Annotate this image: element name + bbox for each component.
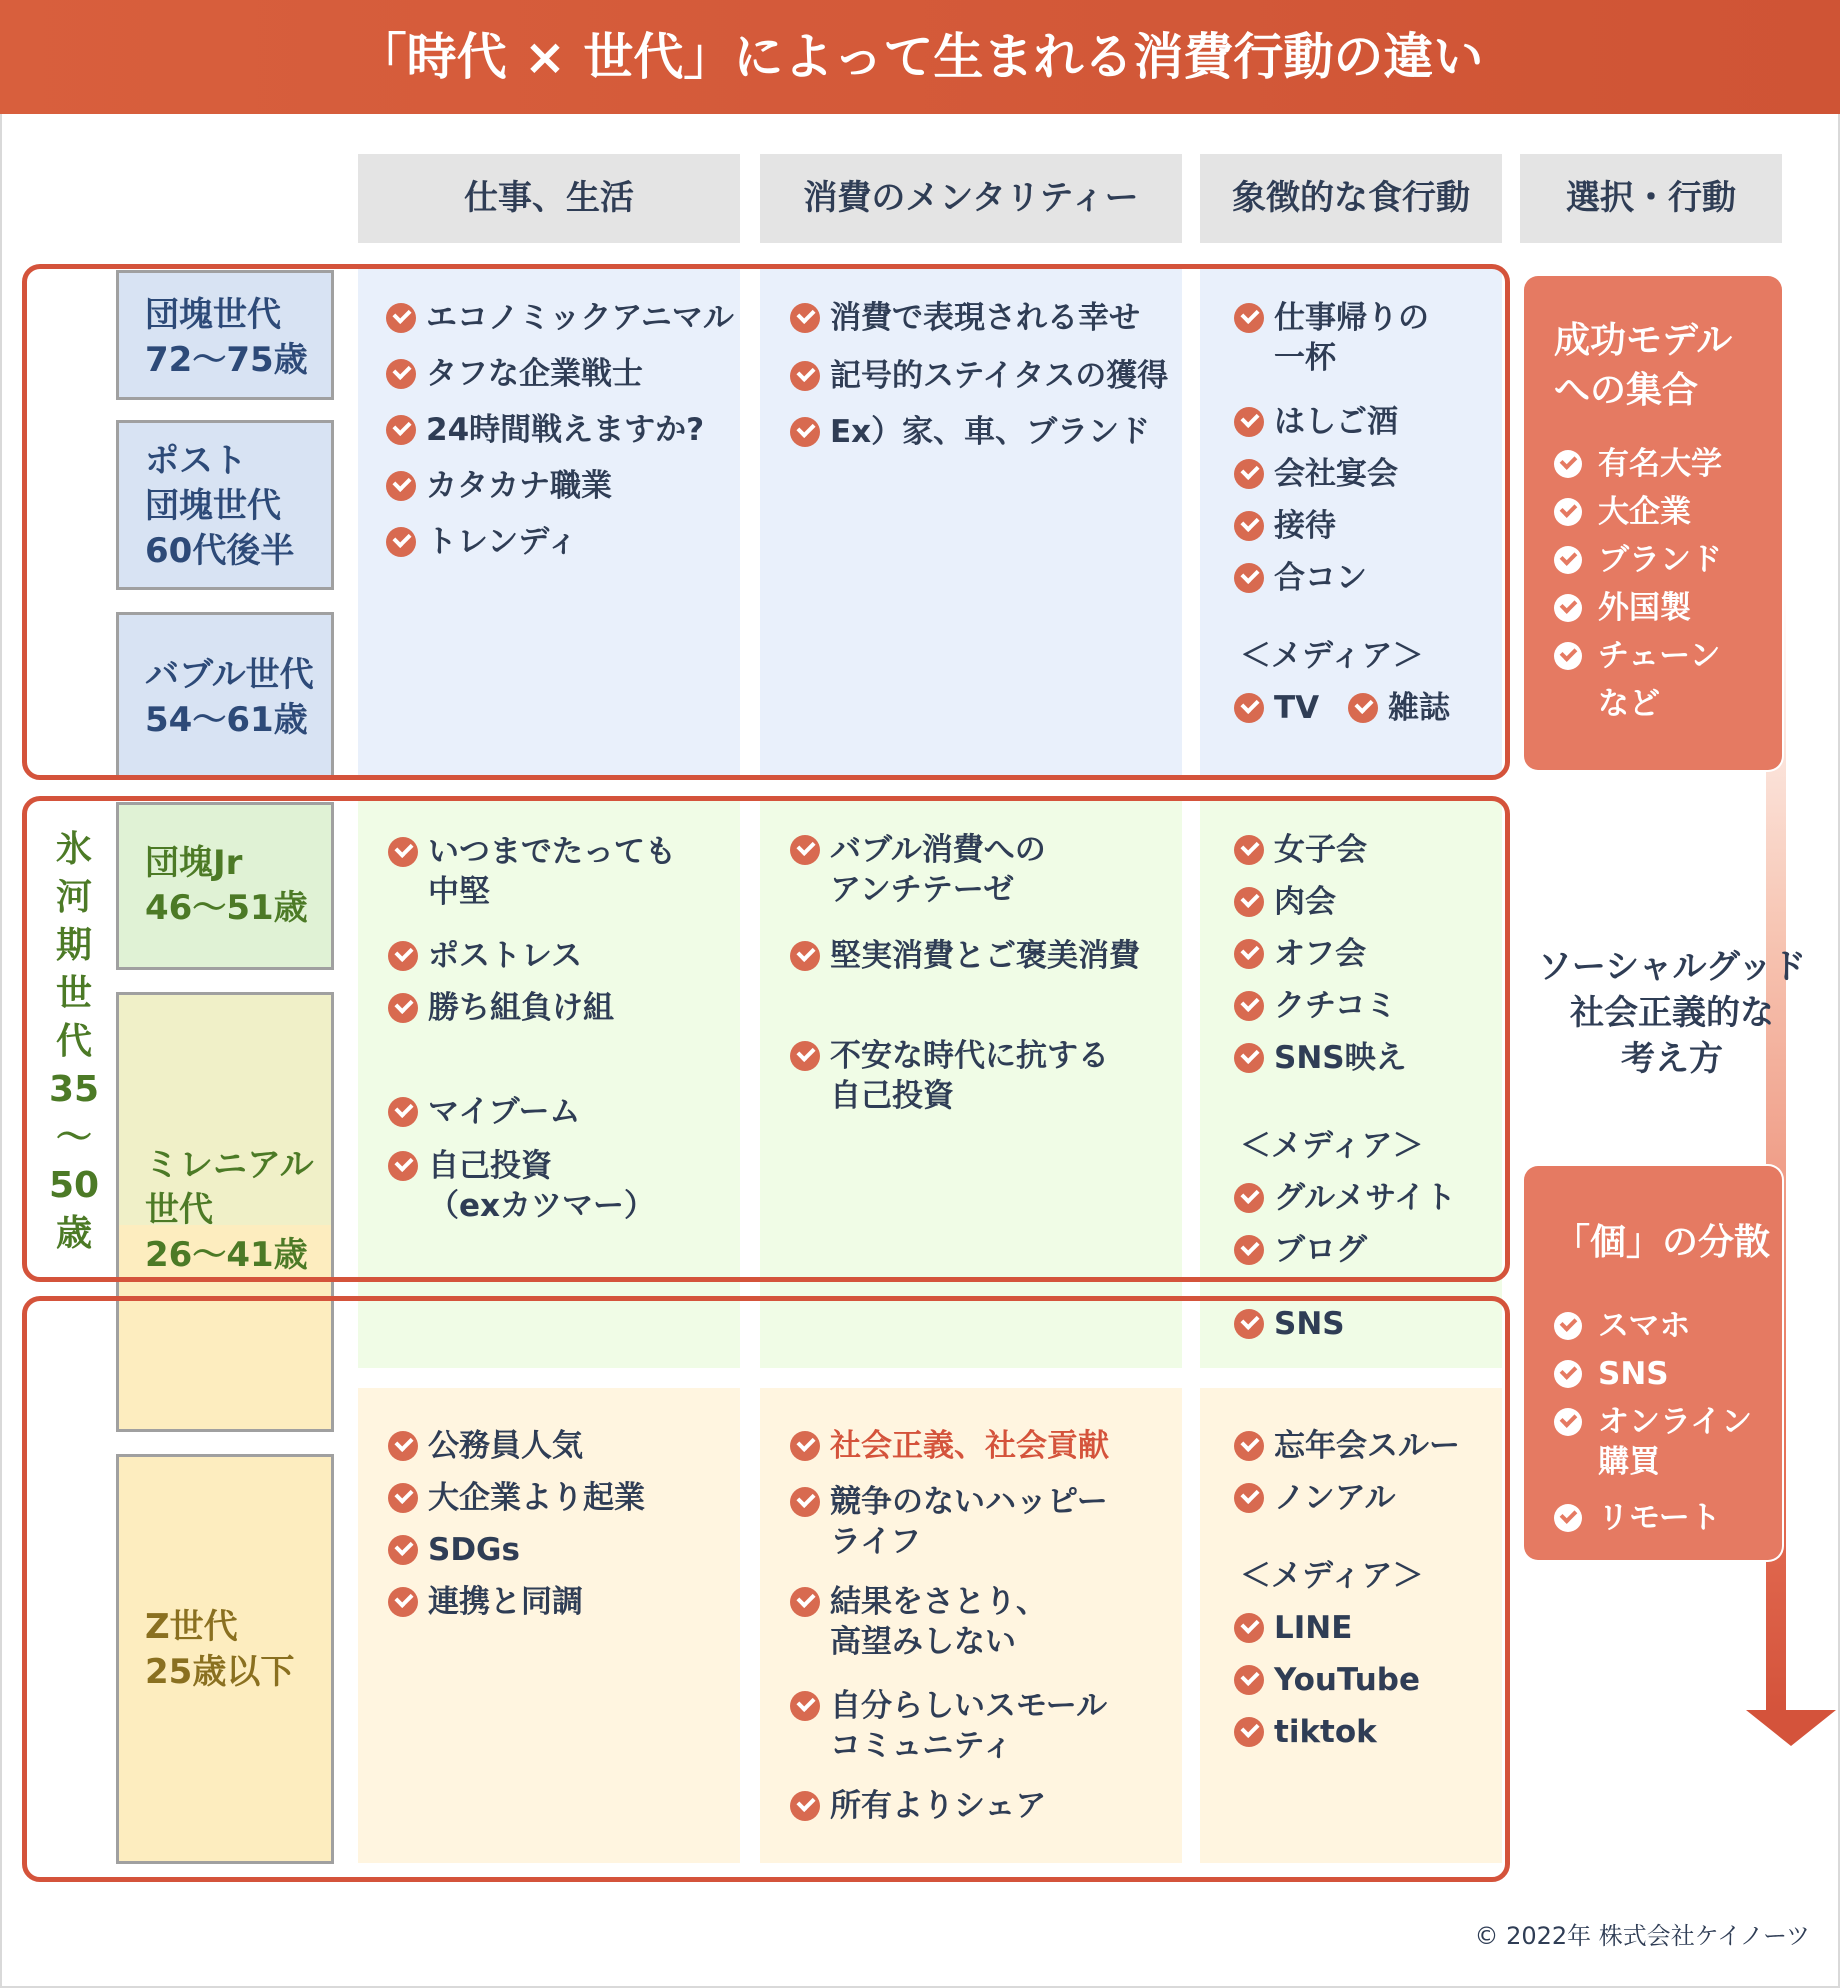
check-icon — [386, 471, 416, 501]
generation-dankai-jr: 団塊Jr 46〜51歳 — [116, 802, 334, 970]
check-icon — [386, 359, 416, 389]
generation-millennial: ミレニアル 世代 26〜41歳 — [116, 992, 334, 1432]
check-icon — [1234, 1431, 1264, 1461]
check-icon — [1234, 407, 1264, 437]
check-icon — [790, 1431, 820, 1461]
page-title: 「時代 × 世代」によって生まれる消費行動の違い — [356, 28, 1484, 86]
media-label: ＜メディア＞ — [1240, 638, 1424, 674]
check-icon — [1554, 1360, 1582, 1388]
copyright: © 2022年 株式会社ケイノーツ — [1474, 1922, 1810, 1950]
check-icon — [1234, 303, 1264, 333]
check-icon — [1234, 939, 1264, 969]
individual-dispersion-box — [1524, 1166, 1782, 1560]
list-item: 競争のないハッピー ライフ — [790, 1482, 1108, 1562]
list-item: SDGs — [388, 1530, 520, 1570]
generation-bubble: バブル世代 54〜61歳 — [116, 612, 334, 780]
check-icon — [388, 1535, 418, 1565]
success-model-title: 成功モデル への集合 — [1554, 320, 1733, 411]
generation-dankai: 団塊世代 72〜75歳 — [116, 270, 334, 400]
list-item: トレンディ — [386, 522, 578, 562]
media-label: ＜メディア＞ — [1240, 1128, 1424, 1164]
list-item: チェーン — [1554, 636, 1720, 676]
check-icon — [388, 1431, 418, 1461]
check-icon — [1234, 1183, 1264, 1213]
check-icon — [1234, 1483, 1264, 1513]
list-item: スマホ — [1554, 1306, 1690, 1346]
check-icon — [790, 1791, 820, 1821]
check-icon — [1234, 887, 1264, 917]
list-item: 忘年会スルー — [1234, 1426, 1460, 1466]
social-good-label: ソーシャルグッド 社会正義的な 考え方 — [1537, 947, 1807, 1079]
check-icon — [386, 415, 416, 445]
list-item: ブログ — [1234, 1230, 1367, 1270]
check-icon — [1234, 511, 1264, 541]
list-item: TV — [1234, 688, 1319, 728]
list-item: 会社宴会 — [1234, 454, 1398, 494]
list-item: オンライン 購買 — [1554, 1402, 1752, 1482]
list-item: 自分らしいスモール コミュニティ — [790, 1686, 1107, 1766]
check-icon — [1234, 1309, 1264, 1339]
check-icon — [790, 1691, 820, 1721]
list-item: 堅実消費とご褒美消費 — [790, 936, 1140, 976]
list-item: カタカナ職業 — [386, 466, 612, 506]
check-icon — [388, 1097, 418, 1127]
check-icon — [790, 941, 820, 971]
individual-dispersion-title: 「個」の分散 — [1554, 1222, 1771, 1263]
check-icon — [1554, 1408, 1582, 1436]
list-item: ブランド — [1554, 540, 1722, 580]
list-item: マイブーム — [388, 1092, 581, 1132]
list-item: 肉会 — [1234, 882, 1336, 922]
check-icon — [388, 1483, 418, 1513]
check-icon — [790, 361, 820, 391]
check-icon — [790, 1587, 820, 1617]
etc-label: など — [1598, 686, 1660, 722]
list-item: いつまでたっても 中堅 — [388, 832, 676, 912]
success-model-box — [1524, 276, 1782, 770]
list-item: 連携と同調 — [388, 1582, 583, 1622]
header-action: 選択・行動 — [1520, 154, 1782, 243]
list-item: 外国製 — [1554, 588, 1691, 628]
list-item: Ex）家、車、ブランド — [790, 412, 1150, 452]
list-item: 有名大学 — [1554, 444, 1722, 484]
check-icon — [1554, 498, 1582, 526]
list-item: 合コン — [1234, 558, 1367, 598]
check-icon — [1234, 563, 1264, 593]
list-item: 記号的ステイタスの獲得 — [790, 356, 1168, 396]
check-icon — [1234, 835, 1264, 865]
check-icon — [1554, 642, 1582, 670]
list-item: バブル消費への アンチテーゼ — [790, 830, 1046, 910]
list-item: はしご酒 — [1234, 402, 1398, 442]
title-bar — [0, 0, 1840, 114]
check-icon — [1234, 1613, 1264, 1643]
list-item: 接待 — [1234, 506, 1336, 546]
list-item: 公務員人気 — [388, 1426, 583, 1466]
check-icon — [1554, 450, 1582, 478]
list-item: 女子会 — [1234, 830, 1367, 870]
list-item: 大企業より起業 — [388, 1478, 645, 1518]
list-item: 大企業 — [1554, 492, 1691, 532]
check-icon — [790, 1487, 820, 1517]
list-item: 仕事帰りの 一杯 — [1234, 298, 1429, 378]
list-item: tiktok — [1234, 1712, 1377, 1752]
list-item: ポストレス — [388, 936, 582, 976]
check-icon — [386, 527, 416, 557]
check-icon — [1234, 1235, 1264, 1265]
check-icon — [1234, 1665, 1264, 1695]
generation-z: Z世代 25歳以下 — [116, 1454, 334, 1864]
list-item: 勝ち組負け組 — [388, 988, 614, 1028]
list-item: YouTube — [1234, 1660, 1420, 1700]
check-icon — [388, 1587, 418, 1617]
list-item: SNS — [1554, 1354, 1669, 1394]
list-item: クチコミ — [1234, 986, 1397, 1026]
list-item: ノンアル — [1234, 1478, 1396, 1518]
list-item: SNS映え — [1234, 1038, 1407, 1078]
header-work: 仕事、生活 — [358, 154, 740, 243]
check-icon — [1554, 1312, 1582, 1340]
list-item: エコノミックアニマル — [386, 298, 734, 338]
list-item: 結果をさとり、 高望みしない — [790, 1582, 1047, 1662]
check-icon — [388, 993, 418, 1023]
header-food: 象徴的な食行動 — [1200, 154, 1502, 243]
list-item: リモート — [1554, 1498, 1721, 1538]
list-item: 不安な時代に抗する 自己投資 — [790, 1036, 1109, 1116]
list-item: 所有よりシェア — [790, 1786, 1046, 1826]
ice-age-generation-label: 氷 河 期 世 代 35 〜 50 歳 — [48, 829, 100, 1254]
media-label: ＜メディア＞ — [1240, 1558, 1424, 1594]
list-item: SNS — [1234, 1304, 1345, 1344]
list-item: 自己投資 （exカツマー） — [388, 1146, 655, 1226]
check-icon — [1234, 693, 1264, 723]
check-icon — [1554, 546, 1582, 574]
list-item: タフな企業戦士 — [386, 354, 643, 394]
list-item: 24時間戦えますか? — [386, 410, 704, 450]
check-icon — [386, 303, 416, 333]
check-icon — [388, 941, 418, 971]
generation-post-dankai: ポスト 団塊世代 60代後半 — [116, 420, 334, 590]
list-item: 消費で表現される幸せ — [790, 298, 1140, 338]
check-icon — [1234, 991, 1264, 1021]
list-item: グルメサイト — [1234, 1178, 1456, 1218]
list-item: 雑誌 — [1348, 688, 1450, 728]
list-item: LINE — [1234, 1608, 1352, 1648]
list-item: 社会正義、社会貢献 — [790, 1426, 1109, 1466]
check-icon — [388, 1151, 418, 1181]
check-icon — [1234, 1717, 1264, 1747]
check-icon — [790, 835, 820, 865]
arrow-head-icon — [1746, 1710, 1836, 1746]
check-icon — [1234, 1043, 1264, 1073]
check-icon — [1554, 1504, 1582, 1532]
header-mentality: 消費のメンタリティー — [760, 154, 1182, 243]
check-icon — [790, 1041, 820, 1071]
list-item: オフ会 — [1234, 934, 1366, 974]
check-icon — [388, 837, 418, 867]
check-icon — [1234, 459, 1264, 489]
check-icon — [1348, 693, 1378, 723]
check-icon — [1554, 594, 1582, 622]
check-icon — [790, 417, 820, 447]
check-icon — [790, 303, 820, 333]
